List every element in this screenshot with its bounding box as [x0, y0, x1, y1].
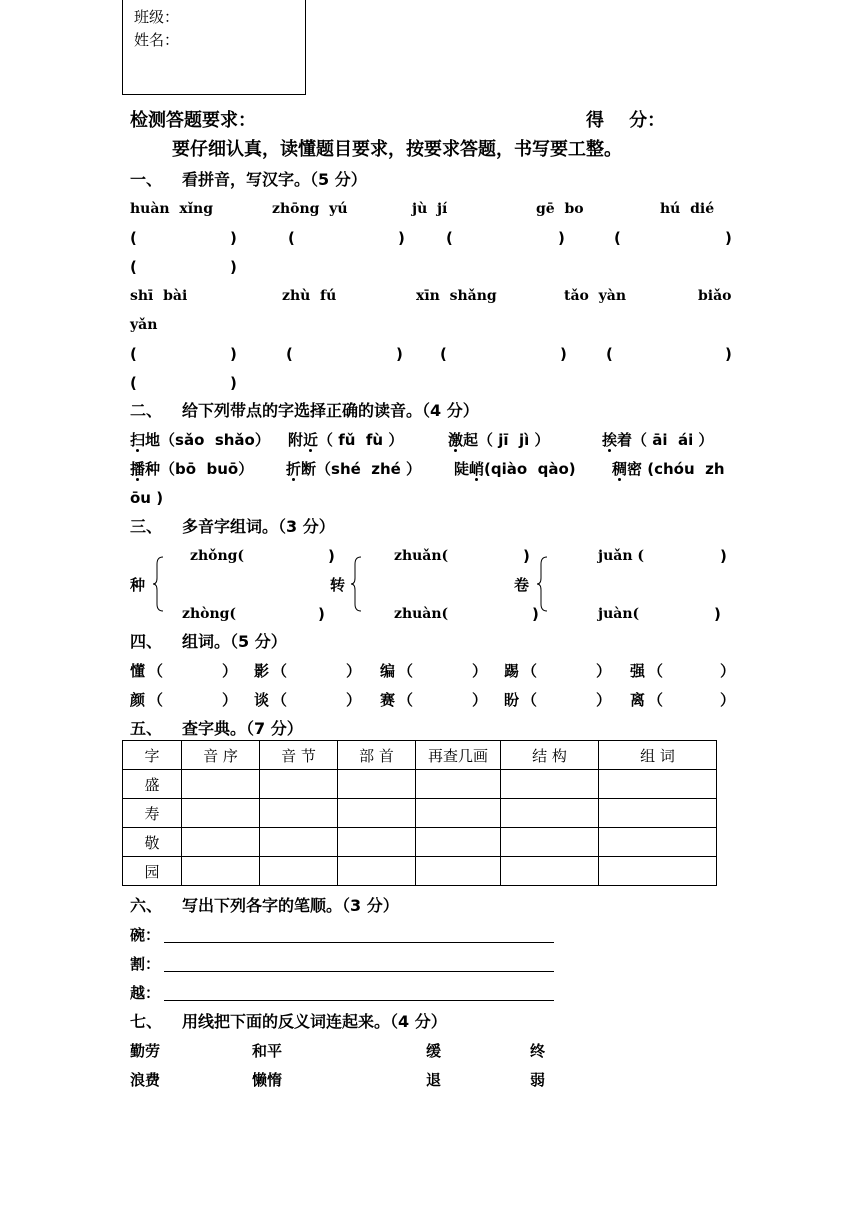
- answer-paren-open: (: [130, 345, 137, 363]
- table-header: 再查几画: [416, 741, 501, 770]
- answer-paren-close: ）: [346, 662, 362, 680]
- word-char: 谈: [254, 691, 270, 709]
- reading-item: 附近（ fǔ fù ）: [288, 431, 404, 449]
- brace-icon: [536, 556, 548, 612]
- pinyin-item: tǎo yàn: [564, 288, 627, 304]
- reading-wrap: ōu ): [130, 489, 164, 507]
- answer-paren-close: ）: [596, 691, 612, 709]
- answer-cell[interactable]: [416, 799, 501, 828]
- answer-paren-close: ): [398, 229, 405, 247]
- table-header: 部 首: [338, 741, 416, 770]
- answer-cell[interactable]: [599, 828, 717, 857]
- section-1-title: 看拼音，写汉字。（5 分）: [182, 170, 367, 189]
- answer-paren-open: （: [148, 691, 164, 709]
- answer-cell[interactable]: [416, 770, 501, 799]
- answer-cell[interactable]: [338, 828, 416, 857]
- answer-paren-close: ): [230, 345, 237, 363]
- answer-paren-open: （: [522, 662, 538, 680]
- word-char: 盼: [504, 691, 520, 709]
- stroke-char-label: 割：: [130, 955, 161, 973]
- answer-paren-open: (: [130, 229, 137, 247]
- antonym-word: 勤劳: [130, 1042, 161, 1060]
- stroke-char-label: 越：: [130, 984, 161, 1002]
- answer-paren-open: (: [130, 374, 137, 392]
- answer-cell[interactable]: [338, 857, 416, 886]
- polyphone-reading: zhuàn(: [394, 606, 449, 622]
- answer-cell[interactable]: [182, 770, 260, 799]
- section-5-number: 五、: [130, 719, 163, 738]
- reading-item: 播种（bō buō）: [130, 460, 254, 478]
- answer-paren-open: (: [130, 258, 137, 276]
- table-char-cell: 寿: [123, 799, 182, 828]
- polyphone-reading: zhǒng(: [190, 548, 245, 564]
- stroke-char-label: 碗：: [130, 926, 161, 944]
- table-row: [123, 828, 717, 857]
- score-label: 得 分：: [586, 110, 666, 131]
- answer-paren-close: ): [560, 345, 567, 363]
- answer-line[interactable]: [164, 971, 554, 972]
- answer-paren-close: ）: [222, 662, 238, 680]
- answer-cell[interactable]: [501, 770, 599, 799]
- answer-paren-open: （: [398, 691, 414, 709]
- section-7-title: 用线把下面的反义词连起来。（4 分）: [182, 1012, 447, 1031]
- table-char-cell: 园: [123, 857, 182, 886]
- reading-item: 折断（shé zhé ）: [286, 460, 422, 478]
- antonym-word: 浪费: [130, 1071, 161, 1089]
- reading-item: 扫地（sǎo shǎo）: [130, 431, 270, 449]
- section-7-number: 七、: [130, 1012, 163, 1031]
- answer-paren-close: ): [720, 547, 727, 565]
- table-header: 音 节: [260, 741, 338, 770]
- section-4-title: 组词。（5 分）: [182, 632, 287, 651]
- word-char: 踢: [504, 662, 520, 680]
- answer-paren-close: ）: [720, 691, 736, 709]
- pinyin-item: gē bo: [536, 201, 584, 217]
- reading-item: 挨着（ āi ái ）: [602, 431, 714, 449]
- pinyin-item: huàn xǐng: [130, 201, 213, 217]
- section-6-number: 六、: [130, 896, 163, 915]
- answer-paren-open: （: [522, 691, 538, 709]
- answer-paren-open: （: [398, 662, 414, 680]
- antonym-word: 和平: [252, 1042, 283, 1060]
- section-3-title: 多音字组词。（3 分）: [182, 517, 335, 536]
- table-header: 音 序: [182, 741, 260, 770]
- answer-cell[interactable]: [338, 770, 416, 799]
- answer-paren-close: ): [230, 229, 237, 247]
- pinyin-item: jù jí: [412, 201, 448, 217]
- answer-paren-open: (: [286, 345, 293, 363]
- answer-cell[interactable]: [260, 857, 338, 886]
- answer-cell[interactable]: [416, 857, 501, 886]
- polyphone-char: 种: [130, 576, 146, 594]
- answer-paren-close: ): [230, 374, 237, 392]
- antonym-word: 弱: [530, 1071, 546, 1089]
- answer-cell[interactable]: [501, 799, 599, 828]
- word-char: 赛: [380, 691, 396, 709]
- answer-paren-open: (: [440, 345, 447, 363]
- section-3-number: 三、: [130, 517, 163, 536]
- reading-item: 激起（ jī jì ）: [448, 431, 550, 449]
- answer-paren-close: ）: [472, 691, 488, 709]
- answer-cell[interactable]: [501, 828, 599, 857]
- pinyin-wrap: yǎn: [130, 317, 158, 333]
- section-2-title: 给下列带点的字选择正确的读音。（4 分）: [182, 401, 479, 420]
- antonym-word: 终: [530, 1042, 546, 1060]
- answer-paren-close: ): [328, 547, 335, 565]
- word-char: 离: [630, 691, 646, 709]
- answer-paren-close: ): [532, 605, 539, 623]
- answer-paren-close: ): [558, 229, 565, 247]
- section-1-number: 一、: [130, 170, 163, 189]
- table-header: 组 词: [599, 741, 717, 770]
- answer-cell[interactable]: [599, 799, 717, 828]
- answer-paren-close: ): [725, 229, 732, 247]
- answer-paren-close: ）: [596, 662, 612, 680]
- pinyin-item: biǎo: [698, 288, 732, 304]
- class-label: 班级：: [134, 8, 180, 26]
- section-4-number: 四、: [130, 632, 163, 651]
- answer-paren-close: ): [396, 345, 403, 363]
- pinyin-item: xīn shǎng: [416, 288, 497, 304]
- instructions-body: 要仔细认真，读懂题目要求，按要求答题，书写要工整。: [172, 139, 622, 160]
- answer-paren-close: ): [725, 345, 732, 363]
- table-header: 字: [123, 741, 182, 770]
- section-5-title: 查字典。（7 分）: [182, 719, 303, 738]
- answer-cell[interactable]: [416, 828, 501, 857]
- answer-paren-close: ）: [720, 662, 736, 680]
- answer-paren-open: （: [272, 662, 288, 680]
- brace-icon: [350, 556, 362, 612]
- answer-paren-close: ）: [472, 662, 488, 680]
- pinyin-item: hú dié: [660, 201, 715, 217]
- answer-cell[interactable]: [338, 799, 416, 828]
- answer-paren-close: ）: [346, 691, 362, 709]
- pinyin-item: zhù fú: [282, 288, 337, 304]
- answer-cell[interactable]: [599, 770, 717, 799]
- table-char-cell: 敬: [123, 828, 182, 857]
- table-row: [123, 799, 717, 828]
- antonym-word: 懒惰: [252, 1071, 283, 1089]
- answer-paren-close: ): [230, 258, 237, 276]
- polyphone-reading: zhòng(: [182, 606, 237, 622]
- table-row: [123, 770, 717, 799]
- answer-paren-open: (: [614, 229, 621, 247]
- answer-cell[interactable]: [599, 857, 717, 886]
- word-char: 颜: [130, 691, 146, 709]
- word-char: 强: [630, 662, 646, 680]
- answer-cell[interactable]: [182, 828, 260, 857]
- word-char: 懂: [130, 662, 146, 680]
- answer-cell[interactable]: [182, 799, 260, 828]
- dictionary-table: [122, 740, 717, 886]
- name-label: 姓名：: [134, 31, 180, 49]
- table-header-row: [123, 741, 717, 770]
- polyphone-char: 卷: [514, 576, 530, 594]
- section-2-number: 二、: [130, 401, 163, 420]
- antonym-word: 退: [426, 1071, 442, 1089]
- polyphone-reading: juàn(: [598, 606, 640, 622]
- answer-cell[interactable]: [260, 828, 338, 857]
- answer-cell[interactable]: [501, 857, 599, 886]
- answer-paren-close: ): [523, 547, 530, 565]
- polyphone-reading: zhuǎn(: [394, 548, 449, 564]
- table-header: 结 构: [501, 741, 599, 770]
- answer-cell[interactable]: [260, 770, 338, 799]
- answer-paren-open: （: [272, 691, 288, 709]
- word-char: 影: [254, 662, 270, 680]
- polyphone-char: 转: [330, 576, 346, 594]
- answer-cell[interactable]: [260, 799, 338, 828]
- antonym-word: 缓: [426, 1042, 442, 1060]
- pinyin-item: zhōng yú: [272, 201, 348, 217]
- reading-item: 陡峭(qiào qào): [454, 460, 576, 478]
- brace-icon: [152, 556, 164, 612]
- answer-paren-open: （: [148, 662, 164, 680]
- answer-line[interactable]: [164, 942, 554, 943]
- answer-cell[interactable]: [182, 857, 260, 886]
- table-char-cell: 盛: [123, 770, 182, 799]
- table-row: [123, 857, 717, 886]
- pinyin-item: shī bài: [130, 288, 188, 304]
- word-char: 编: [380, 662, 396, 680]
- instructions-title: 检测答题要求：: [130, 110, 256, 131]
- answer-paren-open: (: [606, 345, 613, 363]
- answer-paren-open: （: [648, 662, 664, 680]
- answer-paren-close: ）: [222, 691, 238, 709]
- answer-paren-close: ): [714, 605, 721, 623]
- answer-paren-close: ): [318, 605, 325, 623]
- answer-paren-open: (: [288, 229, 295, 247]
- reading-item: 稠密 (chóu zh: [612, 460, 725, 478]
- answer-line[interactable]: [164, 1000, 554, 1001]
- section-6-title: 写出下列各字的笔顺。（3 分）: [182, 896, 399, 915]
- answer-paren-open: （: [648, 691, 664, 709]
- polyphone-reading: juǎn (: [598, 548, 644, 564]
- answer-paren-open: (: [446, 229, 453, 247]
